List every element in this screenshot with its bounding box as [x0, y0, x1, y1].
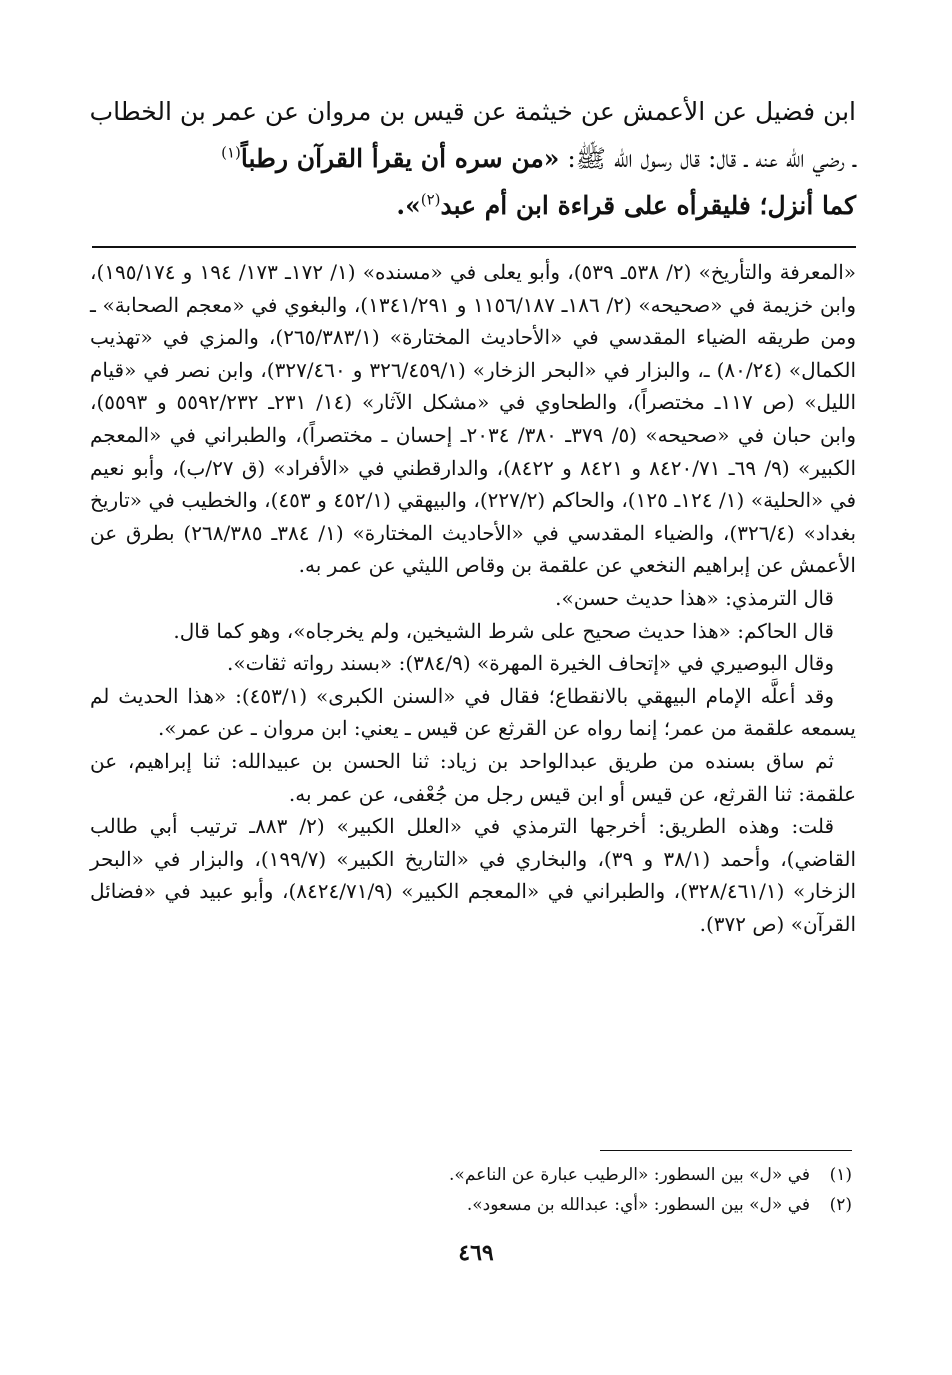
notes-paragraph-tirmidhi: قال الترمذي: «هذا حديث حسن».: [555, 585, 834, 610]
notes-paragraph-sources: «المعرفة والتأريخ» (٢/ ٥٣٨ـ ٥٣٩)، وأبو يعلى في «مسنده» (١/ ١٧٢ـ ١٧٣/ ١٩٤ و ١٩٥/١٧٤)، وابن خزيمة في «صحيحه» (٢/ ١٨٦ـ ١١٥٦/١٨٧ و ١٣٤١/٢٩١)، والبغوي في «معجم الصحابة» ـ ومن طريقه الضياء المقدسي في «الأحاديث المختارة» (٢٦٥/٣٨٣/١)، والمزي في «تهذيب الكمال» (٨٠/٢٤) ـ، والبزار في «البحر الزخار» (٣٢٦/٤٥٩/١ و ٣٢٧/٤٦٠)، وابن نصر في «قيام الليل» (ص ١١٧ـ مختصراً)، والطحاوي في «مشكل الآثار» (١٤/ ٢٣١ـ ٥٥٩٢/٢٣٢ و ٥٥٩٣)، وابن حبان في «صحيحه» (٥/ ٣٧٩ـ ٣٨٠/ ٢٠٣٤ـ إحسان ـ مختصراً)، والطبراني في «المعجم الكبير» (٩/ ٦٩ـ ٨٤٢٠/٧١ و ٨٤٢١ و ٨٤٢٢)، والدارقطني في «الأفراد» (ق ٢٧/ب)، وأبو نعيم في «الحلية» (١/ ١٢٤ـ ١٢٥)، والحاكم (٢٢٧/٢)، والبيهقي (٤٥٢/١ و ٤٥٣)، والخطيب في «تاريخ بغداد» (٣٢٦/٤)، والضياء المقدسي في «الأحاديث المختارة» (١/ ٣٨٤ـ ٢٦٨/٣٨٥) بطرق عن الأعمش عن إبراهيم النخعي عن علقمة بن وقاص الليثي عن عمر به.: [90, 260, 857, 578]
footnote-text: في «ل» بين السطور: «أي: عبدالله بن مسعود».: [466, 1195, 810, 1215]
main-line-3: [86, 182, 856, 229]
notes-paragraph-conclusion: قلت: وهذه الطريق: أخرجها الترمذي في «العلل الكبير» (٢/ ٨٨٣ـ ترتيب أبي طالب القاضي)، وأحمد (٣٨/١ و ٣٩)، والبخاري في «التاريخ الكبير» (١٩٩/٧)، والبزار في «البحر الزخار» (٣٢٨/٤٦١/١)، والطبراني في «المعجم الكبير» (٨٤٢٤/٧١/٩)، وأبو عبيد في «فضائل القرآن» (ص ٣٧٢).: [90, 814, 857, 936]
main-line-1-text: ابن فضيل عن الأعمش عن خيثمة عن قيس بن مروان عن عمر بن الخطاب: [89, 97, 856, 126]
notes-paragraph-bayhaqi: وقد أعلَّه الإمام البيهقي بالانقطاع؛ فقال في «السنن الكبرى» (٤٥٣/١): «هذا الحديث لم يسمعه علقمة من عمر؛ إنما رواه عن القرثع عن قيس ـ يعني: ابن مروان ـ عن عمر».: [90, 683, 856, 741]
hadith-quote-close: ».: [396, 191, 421, 220]
notes-paragraph-isnad: ثم ساق بسنده من طريق عبدالواحد بن زياد: ثنا الحسن بن عبيدالله: ثنا إبراهيم، عن علقمة: ثنا القرثع، عن قيس أو ابن قيس رجل من جُعْفى، عن عمر به.: [90, 748, 856, 806]
footnote-ref-2: (٢): [420, 190, 441, 209]
footnote-ref-1: (١): [221, 143, 241, 162]
main-hadith-text: [86, 88, 856, 229]
notes-paragraph-hakim: قال الحاكم: «هذا حديث صحيح على شرط الشيخين، ولم يخرجاه»، وهو كما قال.: [173, 618, 834, 643]
footnotes: [200, 1160, 852, 1220]
main-line-2-intro: ـ رضي الله عنه ـ قال: قال رسول الله ﷺ:: [559, 144, 856, 173]
footnote-separator-bottom: [600, 1150, 852, 1151]
main-line-2: [86, 135, 856, 182]
footnote-item: [200, 1190, 852, 1220]
footnote-separator-top: [92, 246, 856, 248]
footnote-number: (٢): [829, 1195, 852, 1215]
main-line-1: [86, 88, 856, 135]
hadith-quote-end: كما أنزل؛ فليقرأه على قراءة ابن أم عبد: [440, 191, 856, 220]
footnote-text: في «ل» بين السطور: «الرطيب عبارة عن الناعم».: [449, 1165, 810, 1185]
footnote-item: [200, 1160, 852, 1190]
page-number: ٤٦٩: [458, 1240, 494, 1266]
takhrij-notes: [90, 256, 856, 940]
footnote-number: (١): [829, 1165, 852, 1185]
notes-paragraph-busiri: وقال البوصيري في «إتحاف الخيرة المهرة» (٣٨٤/٩): «بسند رواته ثقات».: [226, 651, 834, 676]
hadith-quote-start: «من سره أن يقرأ القرآن رطباً: [240, 144, 560, 173]
